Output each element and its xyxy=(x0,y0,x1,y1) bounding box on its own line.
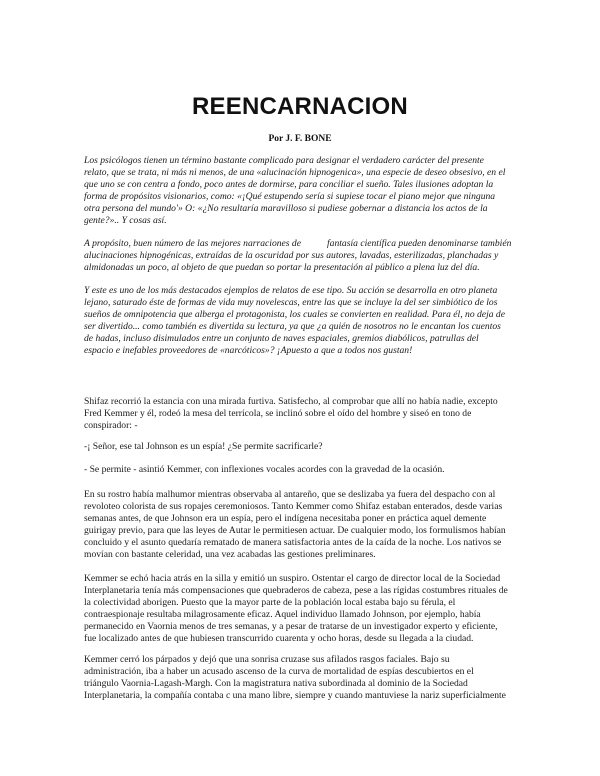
text-line: contraespionaje resultaba milagrosamente eficaz. Aquel individuo llamado Johnson, por ejemplo, había xyxy=(84,608,481,620)
text-line: relato, que se trata, ni más ni menos, de una «alucinación hipnogenica», una especie de deseo obsesivo, en el xyxy=(84,166,506,178)
text-line: de hadas, incluso disimulados entre un conjunto de naves espaciales, gremios diabólicos, patrullas del xyxy=(84,332,479,344)
body-paragraph xyxy=(84,396,516,432)
body-paragraph xyxy=(84,464,516,476)
body-paragraph xyxy=(84,654,516,702)
text-line: sueños de omnipotencia que alberga el protagonista, los cuales se convierten en realidad. Para él, no deja de xyxy=(84,308,505,320)
text-line: semanas antes, de que Johnson era un espía, pero el indígena necesitaba poner en práctica aquel demente xyxy=(84,512,487,524)
intro-paragraph xyxy=(84,285,516,356)
text-line: que uno se con centra a fondo, poco antes de dormirse, para conciliar el sueño. Tales ilusiones adoptan la xyxy=(84,178,494,190)
intro-paragraph xyxy=(84,238,516,274)
text-fragment: fantasía científica pueden denominarse también xyxy=(327,238,512,249)
intro-paragraph xyxy=(84,155,516,226)
text-line: guirigay previo, para que las leyes de Autar le permitiesen actuar. De cualquier modo, los formulismos habían xyxy=(84,524,506,536)
text-fragment: A propósito, buen número de las mejores narraciones de xyxy=(84,238,301,249)
body-paragraph xyxy=(84,441,516,453)
text-line: conspirador: - xyxy=(84,419,138,431)
text-line: Fred Kemmer y él, rodeó la mesa del terrícola, se inclinó sobre el oído del hombre y siseó en tono de xyxy=(84,407,472,419)
text-line: Shifaz recorrió la estancia con una mirada furtiva. Satisfecho, al comprobar que allí no había nadie, excepto xyxy=(84,396,498,407)
text-line: otra persona del mundo'» O: «¿No resultaría maravilloso si pudiese gobernar a distancia los actos de la xyxy=(84,202,488,214)
text-line: ser divertido... como también es divertida su lectura, ya que ¿a quién de nosotros no le encantan los cuentos xyxy=(84,320,501,332)
document-title: REENCARNACION xyxy=(192,93,408,120)
body-paragraph xyxy=(84,489,516,560)
text-line: Kemmer se echó hacia atrás en la silla y emitió un suspiro. Ostentar el cargo de director local de la Sociedad xyxy=(84,573,501,584)
text-line: la colectividad aborigen. Puesto que la mayor parte de la población local estaba bajo su férula, el xyxy=(84,596,456,608)
text-line: revoloteo colorista de sus ropajes ceremoniosos. Tanto Kemmer como Shifaz estaban enterados, desde varias xyxy=(84,500,503,512)
text-line xyxy=(84,238,516,250)
author-byline: Por J. F. BONE xyxy=(268,134,332,144)
text-line: alucinaciones hipnogénicas, extraídas de la oscuridad por sus autores, lavadas, esterilizadas, planchadas y xyxy=(84,249,499,261)
text-line: -¡ Señor, ese tal Johnson es un espía! ¿Se permite sacrificarle? xyxy=(84,441,323,452)
text-line: gente?».. Y cosas así. xyxy=(84,214,167,226)
text-line: Interplanetaria, la compañía contaba c una mano libre, siempre y cuando mantuviese la nariz superficialmente xyxy=(84,689,506,701)
text-line: Y este es uno de los más destacados ejemplos de relatos de ese tipo. Su acción se desarrolla en otro planeta xyxy=(84,285,498,296)
text-line: triángulo Vaornia-Lagash-Margh. Con la magistratura nativa subordinada al dominio de la Sociedad xyxy=(84,677,468,689)
text-line: Los psicólogos tienen un término bastante complicado para designar el verdadero carácter del presente xyxy=(84,155,484,166)
body-paragraph xyxy=(84,573,516,644)
text-line: forma de propósitos visionarios, como: «¡Qué estupendo sería si supiese tocar el piano mejor que ninguna xyxy=(84,190,496,202)
text-line: movían con bastante celeridad, una vez acabadas las gestiones preliminares. xyxy=(84,548,376,560)
text-line: permanecido en Vaornia menos de tres semanas, y a pesar de tratarse de un investigador experto y eficiente, xyxy=(84,620,498,632)
text-line: administración, iba a haber un acusado ascenso de la curva de mortalidad de espías descubiertos en el xyxy=(84,665,474,677)
text-line: En su rostro había malhumor mientras observaba al antareño, que se deslizaba ya fuera del despacho con al xyxy=(84,489,496,500)
text-line: concluido y el asunto quedaría rematado de manera satisfactoria antes de la caída de la noche. Los nativos se xyxy=(84,536,502,548)
text-line: Interplanetaria tenía más compensaciones que quebraderos de cabeza, pese a las rígidas costumbres rituales de xyxy=(84,584,508,596)
text-line: Kemmer cerró los párpados y dejó que una sonrisa cruzase sus afilados rasgos faciales. Bajo su xyxy=(84,654,450,665)
text-line: - Se permite - asintió Kemmer, con inflexiones vocales acordes con la gravedad de la ocasión. xyxy=(84,464,445,475)
text-line: almidonadas un poco, al objeto de que puedan so portar la presentación al público a plena luz del día. xyxy=(84,261,480,273)
text-line: espacio e inefables proveedores de «narcóticos»? ¡Apuesto a que a todos nos gustan! xyxy=(84,344,413,356)
text-line: lejano, saturado éste de formas de vida muy novelescas, entre las que se incluye la del ser simbiótico de los xyxy=(84,296,498,308)
text-line: fue localizado antes de que hubiesen transcurrido cuarenta y ocho horas, desde su llegada a la ciudad. xyxy=(84,632,474,644)
